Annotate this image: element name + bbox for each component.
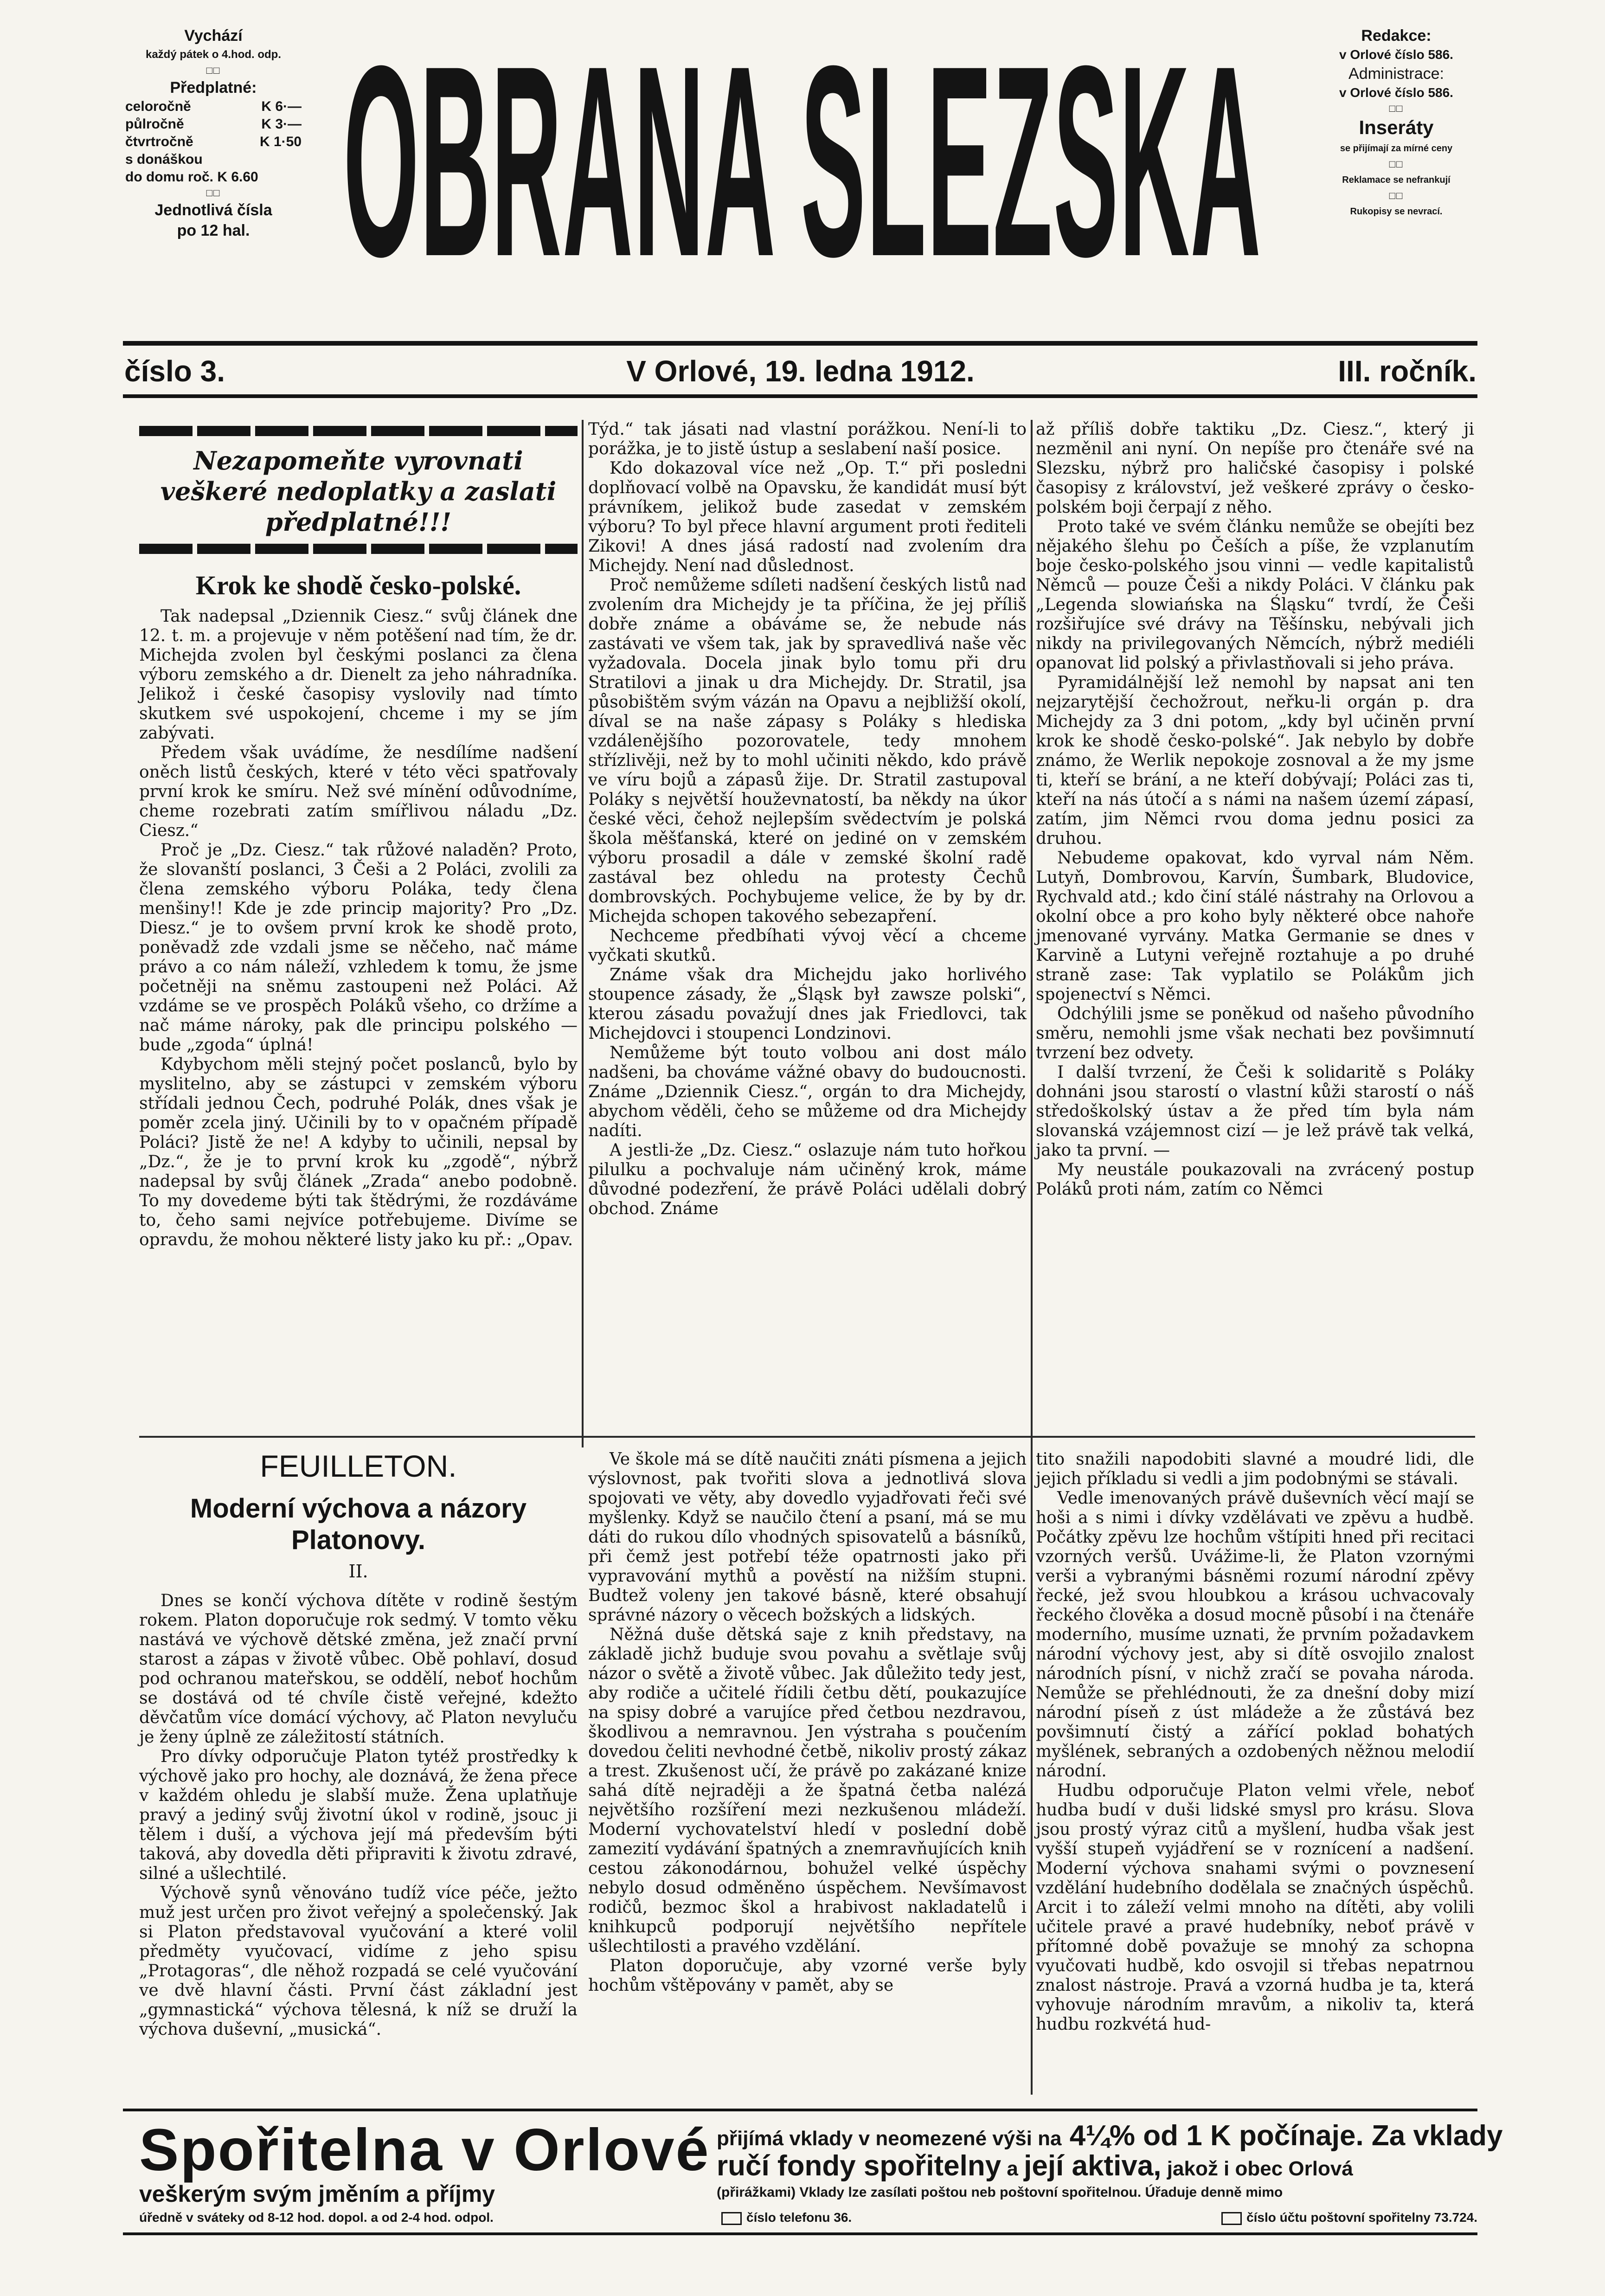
column-2-article <box>588 420 1027 1219</box>
separator: □□ <box>206 64 221 76</box>
masthead-right-info <box>1294 26 1498 220</box>
savings-bank-name: Spořitelna v Orlové <box>139 2117 710 2183</box>
feuilleton-paragraph: Vedle imenovaných právě duševních věcí mají se hoši a s nimi i dívky vzdělávati ve zpěvu a hudbě. Počátky zpěvu lze hochům vštípiti hned při recitaci vzorných veršů. Uvážime-li, že Platon vzornými verši a vybranými básněmi rozumí národní zpěvy řecké, jež svou hloubkou a krásou uchvacovaly řeckého člověka a dosud mocně působí i na čtenáře moderního, musíme uznati, že prvním požadavkem národní výchovy jest, aby si dítě osvojilo znalost národních písní, v nichž zračí se povaha národa. Nemůže se přehlédnouti, že za dnešní doby mizí národní píseň z úst mládeže a že zůstává bez povšimnutí čistý a zářící poklad bohatých myšlének, sebraných a ozdobených něžnou melodií národní. <box>1036 1489 1474 1781</box>
office-hours: úředně v sváteky od 8-12 hod. dopol. a od 2-4 hod. odpol. <box>139 2210 494 2225</box>
newspaper-title <box>343 9 1262 314</box>
single-issue-price: po 12 hal. <box>177 222 250 239</box>
feuilleton-separator <box>139 1436 1475 1438</box>
feuilleton-part: II. <box>348 1561 368 1582</box>
feuilleton-paragraph: Výchově synů věnováno tudíž více péče, ježto muž jest určen pro život veřejný a společenský. Jak si Platon představoval vyučování a které volil předměty vyučovací, vidíme z jeho spisu „Protagoras“, dle něhož rozpadá se celé vyučování ve dvě hlavní části. První část základní jest „gymnastická“ výchova tělesná, k níž se druží la výchova duševní, „musická“. <box>139 1884 578 2039</box>
article-paragraph: My neustále poukazovali na zvrácený postup Poláků proti nám, zatím co Němci <box>1036 1160 1474 1199</box>
feuilleton-paragraph: tito snažili napodobiti slavné a moudré lidi, dle jejich příkladu si vedli a jim podobnými se stávali. <box>1036 1450 1474 1488</box>
guarantee-text: a <box>1001 2157 1024 2180</box>
article-paragraph: Proč nemůžeme sdíleti nadšení českých listů nad zvolením dra Michejdy je ta příčina, že jej příliš dobře známe a obáváme se, že nebude nás zastávati ve všem tak, jak by spravedlivá naše věc vyžadovala. Docela jinak bylo tomu při dru Stratilovi a jinak u dra Michejdy. Dr. Stratil, jsa působištěm svým vázán na Opavu a nejbližší okolí, díval se na naše zápasy s Poláky s hlediska vzdálenějšího pozorovatele, tedy mnohem střízlivěji, než by to mohl učiniti někdo, kdo právě ve víru bojů a zápasů žije. Dr. Stratil zastupoval Poláky s největší houževnatostí, ba někdy na úkor české věci, čehož nejlepším svědectvím je polská škola měšťanská, které on jediné on v zemském výboru prosadil a dále v zemské školní radě zastával bez ohledu na protesty Čechů dombrovských. Pochybujeme velice, že by by dr. Michejda schopen takového sebezapření. <box>588 576 1027 926</box>
volume: III. ročník. <box>1338 354 1477 388</box>
article-paragraph: Kdo dokazoval více než „Op. T.“ při posledni doplňovací volbě na Opavsku, že kandidát musí být právníkem, jelikož bude zasedat v zemském výboru? To byl přece hlavní argument proti řediteli Zikovi! A dnes jásá radostí nad zvolením dra Michejdy. Není nad důslednost. <box>588 459 1027 575</box>
deposit-text: na <box>1038 2127 1062 2150</box>
deposit-text: přijímá vklady <box>717 2127 853 2150</box>
place-date: V Orlové, 19. ledna 1912. <box>626 354 975 388</box>
dateline-rule-top <box>123 341 1477 346</box>
price-row <box>116 98 311 116</box>
feuilleton-column-1 <box>139 1447 578 2039</box>
savings-bank-guarantee: veškerým svým jměním a příjmy <box>139 2181 495 2207</box>
separator: □□ <box>206 187 221 199</box>
price-label: celoročně <box>125 99 191 114</box>
feuilleton-label: FEUILLETON. <box>260 1449 457 1483</box>
contact-line <box>717 2208 1477 2227</box>
article-paragraph: A jestli-že „Dz. Ciesz.“ oslazuje nám tuto hořkou pilulku a pochvaluje nám učiněný krok, máme důvodné podezření, že právě Poláci udělali dobrý obchod. Známe <box>588 1141 1027 1218</box>
notice-rule <box>139 426 578 436</box>
deposit-info-line: (přirážkami) Vklady lze zasílati poštou neb poštovní spořitelnou. Úřaduje denně mimo <box>717 2185 1283 2200</box>
interest-rate: 4¼% od 1 K počínaje. <box>1061 2120 1372 2152</box>
feuilleton-title: Moderní výchova a názory Platonovy. <box>190 1493 527 1555</box>
column-1-article <box>139 426 578 1250</box>
price-row <box>116 133 311 151</box>
deposit-text: Za vklady <box>1371 2120 1503 2152</box>
subscription-notice: Nezapomeňte vyrovnati veškeré nedoplatky a zaslati předplatné!!! <box>160 446 557 537</box>
delivery-text: do domu roč. K 6.60 <box>125 169 258 185</box>
article-paragraph: Nemůžeme být touto volbou ani dost málo nadšeni, ba chováme vážné obavy do budoucnosti. Známe „Dziennik Ciesz.“, orgán to dra Michejdy, abychom věděli, čeho se můžeme od dra Michejdy nadíti. <box>588 1043 1027 1140</box>
editorial-label: Redakce: <box>1361 27 1432 45</box>
manuscripts-note: Rukopisy se nevrací. <box>1350 206 1443 217</box>
feuilleton-column-3 <box>1036 1450 1474 2034</box>
price-row <box>116 116 311 133</box>
notice-rule <box>139 544 578 554</box>
postal-account: číslo účtu poštovní spořitelny 73.724. <box>1246 2210 1477 2225</box>
complaints-note: Reklamace se nefrankují <box>1342 175 1451 185</box>
feuilleton-paragraph: Něžná duše dětská saje z knih představy, na základě jichž buduje svou povahu a světlaje svůj názor o světě a životě vůbec. Jak důležito tedy jest, aby rodiče a učitelé řídili četbu dětí, poukazujíce na spisy dobré a varujíce před četbou nezdravou, škodlivou a nemravnou. Jen výstraha s poučením dovedou čeliti nevhodné četbě, nikoliv prostý zákaz a trest. Zkušenost učí, že právě po zakázané knize sahá dítě nejraději a že špatná četba nalézá největšího rozšíření mezi nezkušenou mládeží. Moderní vychovatelství hledí v poslední době zamezití vydávání špatných a znemravňujících knih cestou zákonodárnou, bohužel velké úspěchy nebylo dosud odměněno úspěchem. Nevšímavost rodičů, bezmoc škol a hrabivost nakladatelů i knihkupců podporují největšího nepřítele ušlechtilosti a pravého vzdělání. <box>588 1625 1027 1956</box>
administration-label: Administrace: <box>1348 65 1444 83</box>
article-paragraph: I další tvrzení, že Češi k solidaritě s Poláky dohnáni jsou starostí o vlastní kůži starostí o náš středoškolský ústav a že před tím byla nám slovanská vzájemnost cizí — je lež právě tak velká, jako ta první. — <box>1036 1063 1474 1160</box>
article-paragraph: Týd.“ tak jásati nad vlastní porážkou. Není-li to porážka, je to jistě ústup a seslabení naší posice. <box>588 420 1027 458</box>
guarantee-text: ručí fondy spořitelny <box>717 2150 1002 2182</box>
feuilleton-paragraph: Dnes se končí výchova dítěte v rodině šestým rokem. Platon doporučuje rok sedmý. V tomto věku nastává ve výchově dětské změna, jež značí první starost a zápas v životě vůbec. Obě pohlaví, dosud pod ochranou mateřskou, se oddělí, neboť hochům se dostává od té chvíle čistě veřejné, kdežto děvčatům více domácí výchovy, ač Platon nevyluču je ženy úplně ze záležitostí státních. <box>139 1591 578 1747</box>
price-value: K 3·— <box>261 116 302 132</box>
separator: □□ <box>1389 158 1404 170</box>
price-label: čtvrtročně <box>125 134 193 149</box>
advertising-detail: se přijímají za mírné ceny <box>1340 143 1453 154</box>
article-paragraph: Nebudeme opakovat, kdo vyrval nám Něm. Lutyň, Dombrovou, Karvín, Šumbark, Bludovice, Rychvald atd.; kdo činí stálé nástrahy na Orlovou a okolní obce a pro koho byly některé obce nahoře jmenované vyrvány. Matka Germanie se dnes v Karvině a Lutyni veřejně roztahuje a po druhé straně zase: Tak vyplatilo se Polákům jich spojenectví s Němci. <box>1036 849 1474 1004</box>
article-paragraph: Kdybychom měli stejný počet poslanců, bylo by myslitelno, aby se zástupci v zemském výboru střídali jednou Čech, podruhé Polák, dnes však je poměr zcela jiný. Učinili by to v opačném případě Poláci? Jistě že ne! A kdyby to učinili, nepsal by „Dz.“, že je to první krok ku „zgodě“, nýbrž nadepsal by svůj článek „Zrada“ anebo podobně. To my dovedeme býti tak štědrými, že rozdáváme to, čeho sami nejvíce potřebujeme. Divíme se opravdu, že mohou některé listy jako ku př.: „Opav. <box>139 1055 578 1249</box>
guarantee-text: její aktiva, <box>1024 2150 1162 2182</box>
article-paragraph: Známe však dra Michejdu jako horlivého stoupence zásady, že „Śląsk był zawsze polski“, kterou zásadu považují dnes jak Friedlovci, tak Michejdovci i stoupenci Londzinovi. <box>588 965 1027 1043</box>
dateline-rule-bottom <box>123 394 1477 398</box>
article-paragraph: Proč je „Dz. Ciesz.“ tak růžové naladěn? Proto, že slovanští poslanci, 3 Češi a 2 Poláci, zvolili za člena zemského výboru Poláka, tedy člena menšiny!! Kde je zde princip majority? Pro „Dz. Diesz.“ je to ovšem první krok ke shodě proto, poněvadž zde vzdali jsme se něčeho, nač máme právo a co nám náleží, vzhledem k tomu, že jsme početněji na sněmu zastoupeni než Poláci. Až vzdáme se ve prospěch Poláků všeho, co držíme a nač máme nároky, pak dle principu polského — bude „zgoda“ úplná! <box>139 841 578 1055</box>
advertisement-rule-bottom <box>123 2232 1477 2235</box>
article-paragraph: Tak nadepsal „Dziennik Ciesz.“ svůj článek dne 12. t. m. a projevuje v něm potěšení nad tím, že dr. Michejda zvolen byl českými poslanci za člena výboru zemského a dr. Dienelt za jeho náhradníka. Jelikož i české časopisy vyslovily nad tímto skutkem své uspokojení, chceme i my se jím zabývati. <box>139 607 578 743</box>
price-label: půlročně <box>125 116 184 132</box>
masthead-left-info <box>116 26 311 241</box>
price-value: K 6·— <box>261 99 302 114</box>
separator: □□ <box>1389 103 1404 114</box>
postal-icon <box>1221 2212 1242 2225</box>
feuilleton-column-2 <box>588 1450 1027 1995</box>
administration-address: v Orlové číslo 586. <box>1339 85 1453 100</box>
publication-frequency-label: Vychází <box>184 27 243 45</box>
publication-frequency-detail: každý pátek o 4.hod. odp. <box>145 48 282 61</box>
price-value: K 1·50 <box>259 134 302 149</box>
guarantee-text: jakož i obec Orlová <box>1161 2157 1353 2180</box>
advertisement-rule-top <box>123 2109 1477 2111</box>
article-paragraph: Pyramidálnější lež nemohl by napsat ani ten nejzarytější čechožrout, neřku-li orgán p. dra Michejdy za 3 dni potom, „kdy byl učiněn první krok ke shodě česko-polské“. Jak nebylo by dobře známo, že Werlik nepokoje zosnoval a že my jsme ti, kteří se brání, a ne kteří dobývají; Poláci zas ti, kteří na nás útočí a s námi na našem území zápasí, zatím, jim Němci rvou doma jednu posici za druhou. <box>1036 673 1474 848</box>
single-issue-price: Jednotlivá čísla <box>154 201 272 219</box>
issue-number: číslo 3. <box>124 354 225 388</box>
article-headline: Krok ke shodě česko-polské. <box>195 570 521 600</box>
guarantee-line <box>717 2150 1353 2182</box>
feuilleton-paragraph: Platon doporučuje, aby vzorné verše byly hochům vštěpovány v pamět, aby se <box>588 1956 1027 1995</box>
article-paragraph: Předem však uvádíme, že nesdílíme nadšení oněch listů českých, které v této věci spatřovaly první krok ke smíru. Než své mínění odůvodníme, cheme rozebrati zatím smířlivou náladu „Dz. Ciesz.“ <box>139 743 578 840</box>
newspaper-title-text: OBRANA SLEZSKA <box>343 9 1262 314</box>
delivery-row <box>116 168 311 186</box>
editorial-address: v Orlové číslo 586. <box>1339 47 1453 62</box>
delivery-row <box>116 151 311 168</box>
feuilleton-paragraph: Hudbu odporučuje Platon velmi vřele, neboť hudba budí v duši lidské smysl pro krásu. Slova jsou prostý výraz citů a myšlení, hudba však jest vyšší stupeň vyjádření se v roznícení a nadšení. Moderní výchova snahami svými o povznesení vzdělání hudebního dodělala se značných úspěchů. Arcit i to záleží velmi mnoho na dítěti, aby volili učitele pravé a pravé hudebníky, neboť právě v přítomné době považuje se mnohý za schopna vyučovati hudbě, kdo osvojil si třebas nepatrnou znalost nástroje. Pravá a vzorná hudba je ta, která vyhovuje národním mravům, a nikoliv ta, která hudbu rozkvétá hud- <box>1036 1781 1474 2034</box>
separator: □□ <box>1389 190 1404 201</box>
feuilleton-paragraph: Pro dívky odporučuje Platon tytéž prostředky k výchově jako pro hochy, ale doznává, že žena přece v každém ohledu je slabší muže. Žena uplatňuje pravý a jediný svůj životní úkol v rodině, jsouc ji tělem i duší, a výchova její má především býti taková, aby dovedla děti připraviti k životu zdravé, silné a ušlechtilé. <box>139 1747 578 1883</box>
column-rule <box>1031 420 1033 2095</box>
dateline <box>124 353 1477 390</box>
feuilleton-paragraph: Ve škole má se dítě naučiti znáti písmena a jejich výslovnost, pak tvořiti slova a jednotlivá slova spojovati ve věty, aby dovedlo vyjadřovati řeči své myšlenky. Když se naučilo čtení a psaní, má se mu dáti do rukou dílo vhodných spisovatelů a básníků, při čemž jest potřebí téže opatrnosti jako při vypravování mythů a pověstí na nižším stupni. Budtež voleny jen takové básně, které obsahují správné názory o věcech božských a lidských. <box>588 1450 1027 1625</box>
column-rule <box>582 420 584 1447</box>
advertising-label: Inseráty <box>1359 116 1434 138</box>
article-paragraph: Proto také ve svém článku nemůže se obejíti bez nějakého šlehu po Češích a píše, že vzplanutím boje česko-polského jsou vinni — vedle kapitalistů Němců — pouze Češi a nikdy Poláci. V článku pak „Legenda slowiańska na Śląsku“ tvrdí, že Češi rozšiřujíce své drávy na Těšínsku, nebývali jich nikdy na privilegovaných Němcích, nýbrž mediéli opanovat lid polský a přivlastňovali si jeho práva. <box>1036 517 1474 673</box>
telephone-number: číslo telefonu 36. <box>746 2210 852 2225</box>
postal-account-info <box>1217 2208 1477 2227</box>
article-paragraph: Nechceme předbíhati vývoj věcí a chceme vyčkati skutků. <box>588 926 1027 965</box>
article-paragraph: až příliš dobře taktiku „Dz. Ciesz.“, který ji nezměnil ani nyní. On nepíše pro čtenáře své na Slezsku, nýbrž pro haličské časopisy i polské časopisy z království, jež veškeré zprávy o česko-polském boji čerpají z něho. <box>1036 420 1474 517</box>
delivery-text: s donáškou <box>125 152 203 167</box>
article-paragraph: Odchýlili jsme se poněkud od našeho původního směru, nemohli jsme však nechati bez povšimnutí tvrzení bez odvety. <box>1036 1004 1474 1062</box>
deposit-line <box>717 2122 1503 2152</box>
telephone-icon <box>721 2212 742 2225</box>
deposit-text: v neomezené výši <box>853 2127 1038 2150</box>
telephone-info <box>717 2208 852 2227</box>
column-3-article <box>1036 420 1474 1199</box>
subscription-label: Předplatné: <box>170 79 257 96</box>
